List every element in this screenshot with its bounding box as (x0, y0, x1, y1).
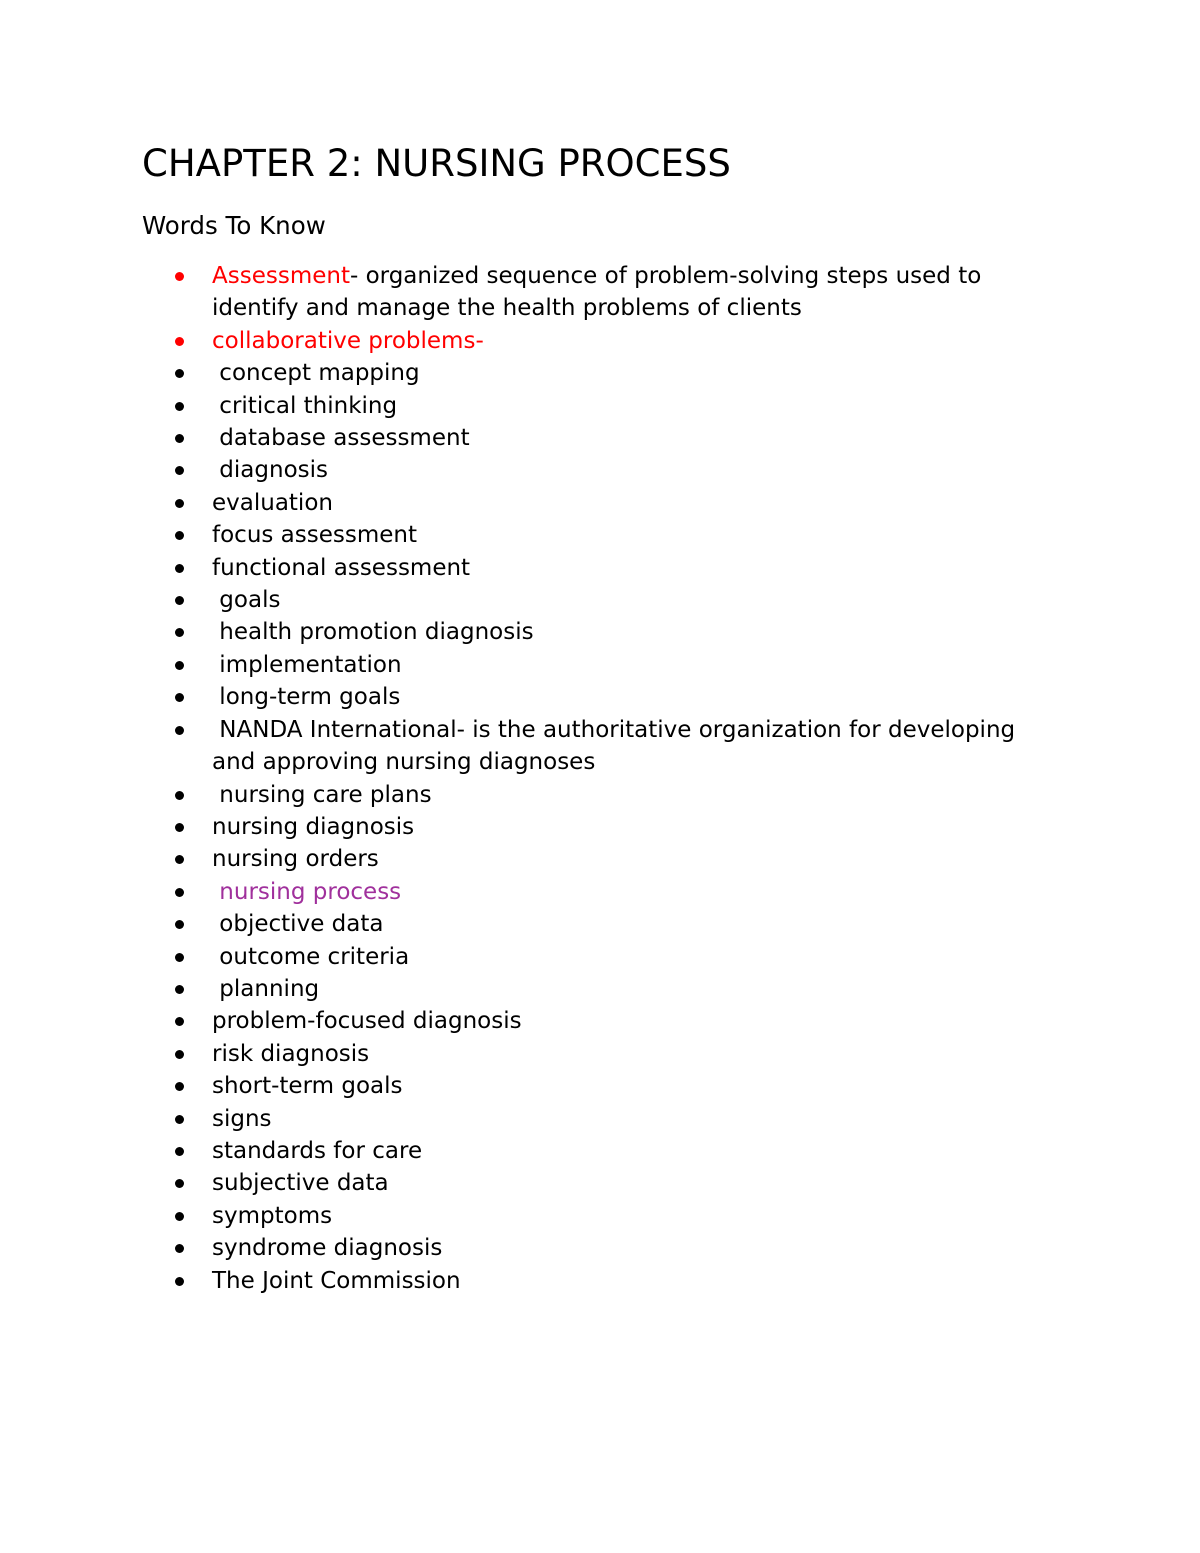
bullet-icon (175, 1147, 184, 1156)
list-item (0, 1265, 1052, 1297)
bullet-icon (175, 823, 184, 832)
bullet-icon (175, 499, 184, 508)
bullet-icon (175, 920, 184, 929)
term-definition-cont: identify and manage the health problems of clients (212, 295, 802, 322)
list-item (0, 681, 1052, 713)
bullet-icon (175, 953, 184, 962)
term-label: concept mapping (212, 360, 420, 387)
term-label: nursing process (212, 878, 402, 905)
term-label: evaluation (212, 489, 333, 516)
list-item (0, 422, 1052, 454)
list-item (0, 519, 1052, 551)
bullet-icon (175, 1212, 184, 1221)
term-label: objective data (212, 911, 384, 938)
term-label: focus assessment (212, 522, 418, 549)
bullet-icon (175, 693, 184, 702)
bullet-icon (175, 531, 184, 540)
term-label: critical thinking (212, 392, 398, 419)
term-label: nursing diagnosis (212, 813, 415, 840)
bullet-icon (175, 1082, 184, 1091)
list-item (0, 552, 1052, 584)
bullet-icon (175, 726, 184, 735)
bullet-icon (175, 564, 184, 573)
term-label: database assessment (212, 425, 470, 452)
list-item (0, 1070, 1052, 1102)
term-label: risk diagnosis (212, 1040, 370, 1067)
bullet-icon (175, 1050, 184, 1059)
terms-list (0, 260, 1200, 1297)
list-item (0, 779, 1052, 811)
bullet-icon (175, 369, 184, 378)
list-item (0, 390, 1052, 422)
term-label: standards for care (212, 1137, 423, 1164)
bullet-icon (175, 1277, 184, 1286)
term-label: implementation (212, 651, 402, 678)
bullet-icon (175, 888, 184, 897)
term-label: signs (212, 1105, 272, 1132)
list-item (0, 1005, 1052, 1037)
bullet-icon (175, 791, 184, 800)
bullet-icon (175, 1244, 184, 1253)
bullet-icon (175, 1115, 184, 1124)
list-item (0, 714, 1052, 779)
list-item (0, 1200, 1052, 1232)
list-item (0, 487, 1052, 519)
bullet-icon (175, 1179, 184, 1188)
list-item (0, 584, 1052, 616)
bullet-icon (175, 272, 184, 281)
list-item (0, 1103, 1052, 1135)
term-label: problem-focused diagnosis (212, 1008, 522, 1035)
bullet-icon (175, 402, 184, 411)
term-label: Assessment (212, 263, 350, 289)
bullet-icon (175, 466, 184, 475)
section-heading: Words To Know (142, 211, 326, 240)
list-item (0, 616, 1052, 648)
bullet-icon (175, 628, 184, 637)
page-title: CHAPTER 2: NURSING PROCESS (142, 142, 731, 185)
list-item (0, 649, 1052, 681)
list-item (0, 260, 1052, 325)
bullet-icon (175, 434, 184, 443)
list-item (0, 876, 1052, 908)
term-label: long-term goals (212, 684, 401, 711)
list-item (0, 908, 1052, 940)
list-item (0, 357, 1052, 389)
term-label: nursing care plans (212, 781, 432, 808)
term-label: syndrome diagnosis (212, 1235, 443, 1262)
term-label: nursing orders (212, 846, 379, 873)
list-item (0, 1167, 1052, 1199)
list-item (0, 454, 1052, 486)
term-label: outcome criteria (212, 943, 410, 970)
term-label: short-term goals (212, 1073, 403, 1100)
list-item (0, 325, 1052, 357)
list-item (0, 1232, 1052, 1264)
list-item (0, 1135, 1052, 1167)
list-item (0, 843, 1052, 875)
list-item (0, 973, 1052, 1005)
bullet-icon (175, 1017, 184, 1026)
term-definition-cont: and approving nursing diagnoses (212, 749, 596, 776)
term-label: symptoms (212, 1202, 333, 1229)
list-item (0, 1038, 1052, 1070)
list-item (0, 811, 1052, 843)
term-label: goals (212, 587, 281, 614)
term-label: The Joint Commission (212, 1267, 461, 1294)
bullet-icon (175, 337, 184, 346)
term-definition: - organized sequence of problem-solving steps used to (349, 263, 982, 289)
bullet-icon (175, 985, 184, 994)
term-label: NANDA International- is the authoritative organization for developing (212, 716, 1016, 743)
list-item (0, 941, 1052, 973)
term-label: collaborative problems- (212, 327, 484, 354)
bullet-icon (175, 596, 184, 605)
term-label: functional assessment (212, 554, 471, 581)
term-label: subjective data (212, 1170, 389, 1197)
term-label: diagnosis (212, 457, 328, 484)
term-label: health promotion diagnosis (212, 619, 534, 646)
term-label: planning (212, 975, 320, 1002)
bullet-icon (175, 661, 184, 670)
bullet-icon (175, 855, 184, 864)
